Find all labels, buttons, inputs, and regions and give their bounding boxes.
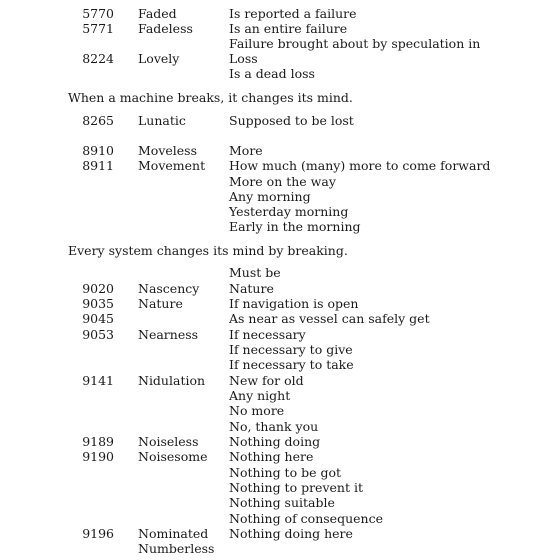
entry-word: Nascency [138, 281, 200, 296]
entry-word: Moveless [138, 143, 198, 158]
entry-meaning: Any morning [229, 189, 311, 204]
entry-meaning: Yesterday morning [229, 204, 349, 219]
entry-word: Noisesome [138, 449, 208, 464]
entry-meaning: If necessary to take [229, 357, 354, 372]
entry-meaning: How much (many) more to come forward [229, 158, 491, 173]
entry-code: 5770 [82, 6, 114, 21]
entry-meaning: If necessary to give [229, 342, 353, 357]
entry-meaning: Is reported a failure [229, 6, 357, 21]
entry-word: Lunatic [138, 113, 186, 128]
entry-code: 8910 [82, 143, 114, 158]
entry-word: Nearness [138, 327, 199, 342]
entry-meaning: More [229, 143, 263, 158]
entry-meaning: No, thank you [229, 419, 319, 434]
entry-code: 9189 [82, 434, 114, 449]
entry-meaning: Is an entire failure [229, 21, 348, 36]
entry-meaning: Nothing doing [229, 434, 321, 449]
entry-meaning: More on the way [229, 174, 336, 189]
entry-meaning: If navigation is open [229, 296, 359, 311]
entry-meaning: As near as vessel can safely get [229, 311, 430, 326]
entry-meaning: Must be [229, 265, 281, 280]
entry-meaning: Is a dead loss [229, 66, 315, 81]
entry-meaning: New for old [229, 373, 304, 388]
entry-code: 9053 [82, 327, 114, 342]
entry-word: Nidulation [138, 373, 206, 388]
entry-meaning: Nothing doing here [229, 526, 353, 541]
entry-meaning: Nothing of consequence [229, 511, 383, 526]
entry-meaning: Nothing suitable [229, 495, 335, 510]
entry-code: 9196 [82, 526, 114, 541]
entry-word: Numberless [138, 541, 215, 556]
entry-meaning: Nothing to prevent it [229, 480, 363, 495]
entry-word: Movement [138, 158, 206, 173]
entry-meaning: Early in the morning [229, 219, 361, 234]
entry-code: 9190 [82, 449, 114, 464]
entry-meaning: Nothing to be got [229, 465, 342, 480]
entry-word: Noiseless [138, 434, 199, 449]
entry-meaning: Failure brought about by speculation in [229, 36, 481, 51]
entry-word: Nominated [138, 526, 209, 541]
entry-meaning: Any night [229, 388, 291, 403]
entry-meaning: Supposed to be lost [229, 113, 354, 128]
entry-code: 9045 [82, 311, 114, 326]
entry-word: Lovely [138, 51, 180, 66]
entry-code: 8265 [82, 113, 114, 128]
entry-meaning: Nothing here [229, 449, 314, 464]
entry-code: 8224 [82, 51, 114, 66]
entry-meaning: If necessary [229, 327, 306, 342]
entry-word: Faded [138, 6, 177, 21]
entry-meaning: Nature [229, 281, 274, 296]
entry-code: 5771 [82, 21, 114, 36]
entry-code: 9020 [82, 281, 114, 296]
entry-word: Nature [138, 296, 183, 311]
interlude-sentence: Every system changes its mind by breaking. [68, 243, 348, 258]
entry-meaning: Loss [229, 51, 258, 66]
entry-word: Fadeless [138, 21, 193, 36]
entry-code: 9035 [82, 296, 114, 311]
entry-code: 9141 [82, 373, 114, 388]
interlude-sentence: When a machine breaks, it changes its mind. [68, 90, 353, 105]
entry-meaning: No more [229, 403, 285, 418]
entry-code: 8911 [82, 158, 114, 173]
